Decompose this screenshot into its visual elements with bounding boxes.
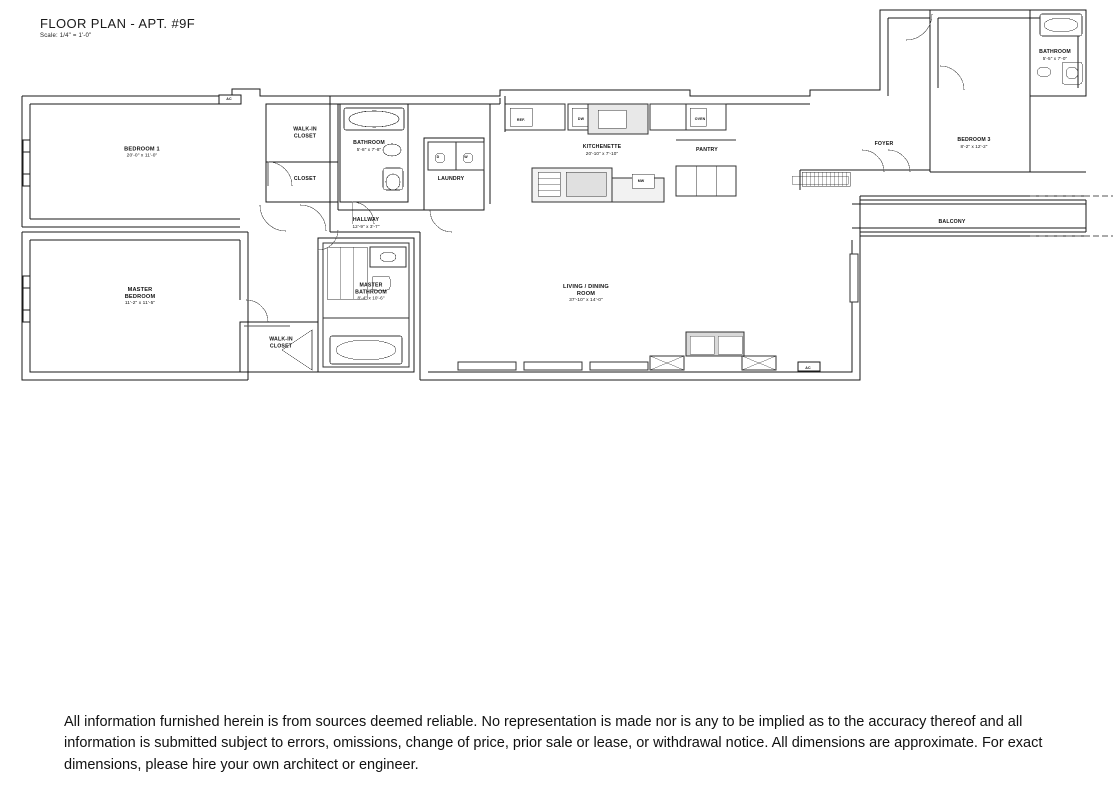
room-name: BATHROOM [353, 139, 385, 146]
room-label-hallway [352, 217, 379, 229]
disclaimer-text: All information furnished herein is from sources deemed reliable. No representation is made nor is any to be implied as to the accuracy thereof and all information is submitted subject to errors, omissions, change of price, prior sale or lease, or withdrawal notice. All dimensions are approximate. For exact dimensions, please hire your own architect or engineer. [64, 714, 1043, 773]
room-label-foyer [875, 141, 894, 148]
room-label-bathroom [353, 140, 385, 152]
tag-washer: W [464, 155, 468, 159]
room-dimensions: 12'-9" x 3'-7" [352, 223, 380, 229]
room-name: PANTRY [696, 146, 718, 153]
room-name: LAUNDRY [437, 175, 465, 182]
room-name-line2: CLOSET [293, 133, 317, 139]
balcony [860, 196, 1113, 236]
bedroom-1-walls [23, 95, 338, 231]
room-name-line2: BATHROOM [355, 289, 387, 296]
room-name: LIVING / DINING [563, 284, 609, 291]
foyer [800, 14, 964, 190]
room-name: FOYER [874, 140, 894, 147]
room-label-master-bathroom [355, 283, 387, 302]
room-dimensions: 37'-10" x 14'-0" [569, 297, 603, 303]
tag-dishwasher: DW [577, 117, 585, 121]
room-label-kitchenette [583, 144, 622, 156]
room-dimensions: 5'-8" x 7'-8" [356, 146, 382, 152]
room-label-master-bedroom [125, 287, 156, 307]
room-dimensions: 8'-4" x 10'-6" [357, 295, 385, 301]
room-name-line2: ROOM [576, 291, 596, 298]
room-name: BEDROOM 3 [957, 136, 991, 143]
room-label-laundry [438, 176, 465, 183]
room-label-closet [294, 176, 316, 183]
room-name: CLOSET [293, 175, 317, 182]
room-dimensions: 8'-2" x 12'-2" [960, 143, 988, 149]
room-label-bedroom-1 [124, 147, 160, 160]
room-name: WALK-IN [269, 336, 293, 343]
tag-dryer: D [436, 155, 440, 159]
master-bedroom-walls [23, 240, 318, 372]
room-name: MASTER [359, 282, 383, 289]
page-title: FLOOR PLAN - APT. #9F [40, 16, 196, 31]
room-name-line2: BEDROOM [124, 294, 156, 301]
room-dimensions: 20'-0" x 11'-0" [126, 153, 158, 159]
room-label-living-dining-room [563, 284, 609, 304]
room-label-walk-in-closet-2 [269, 337, 293, 350]
laundry-room [424, 138, 484, 232]
hallway [338, 210, 424, 232]
room-label-bathroom-2 [1039, 49, 1071, 61]
room-dimensions: 11'-2" x 11'-5" [124, 300, 156, 306]
tag-ac-bedroom1: AC [226, 97, 232, 101]
room-label-pantry [696, 147, 718, 154]
room-label-bedroom-3 [957, 137, 990, 149]
room-dimensions: 5'-5" x 7'-0" [1042, 55, 1068, 61]
room-name-line2: CLOSET [269, 343, 293, 349]
room-name: HALLWAY [352, 216, 380, 223]
room-label-walk-in-closet-1 [293, 127, 317, 140]
bathroom-upper [340, 104, 408, 224]
room-name: BEDROOM 1 [124, 146, 160, 153]
tag-refrigerator: REF. [516, 118, 526, 122]
tag-oven: OVEN [694, 117, 706, 121]
room-name: BATHROOM [1039, 48, 1071, 55]
tag-microwave: MW [637, 179, 645, 183]
room-name: MASTER [127, 287, 153, 294]
room-name: WALK-IN [293, 126, 317, 133]
room-dimensions: 20'-10" x 7'-10" [585, 150, 619, 156]
room-name: BALCONY [938, 218, 966, 225]
scale-note: Scale: 1/4" = 1'-0" [40, 33, 92, 39]
room-label-balcony [938, 219, 965, 226]
room-name: KITCHENETTE [582, 143, 622, 150]
tag-ac-living: AC [805, 366, 811, 370]
living-dining-room [458, 254, 858, 371]
